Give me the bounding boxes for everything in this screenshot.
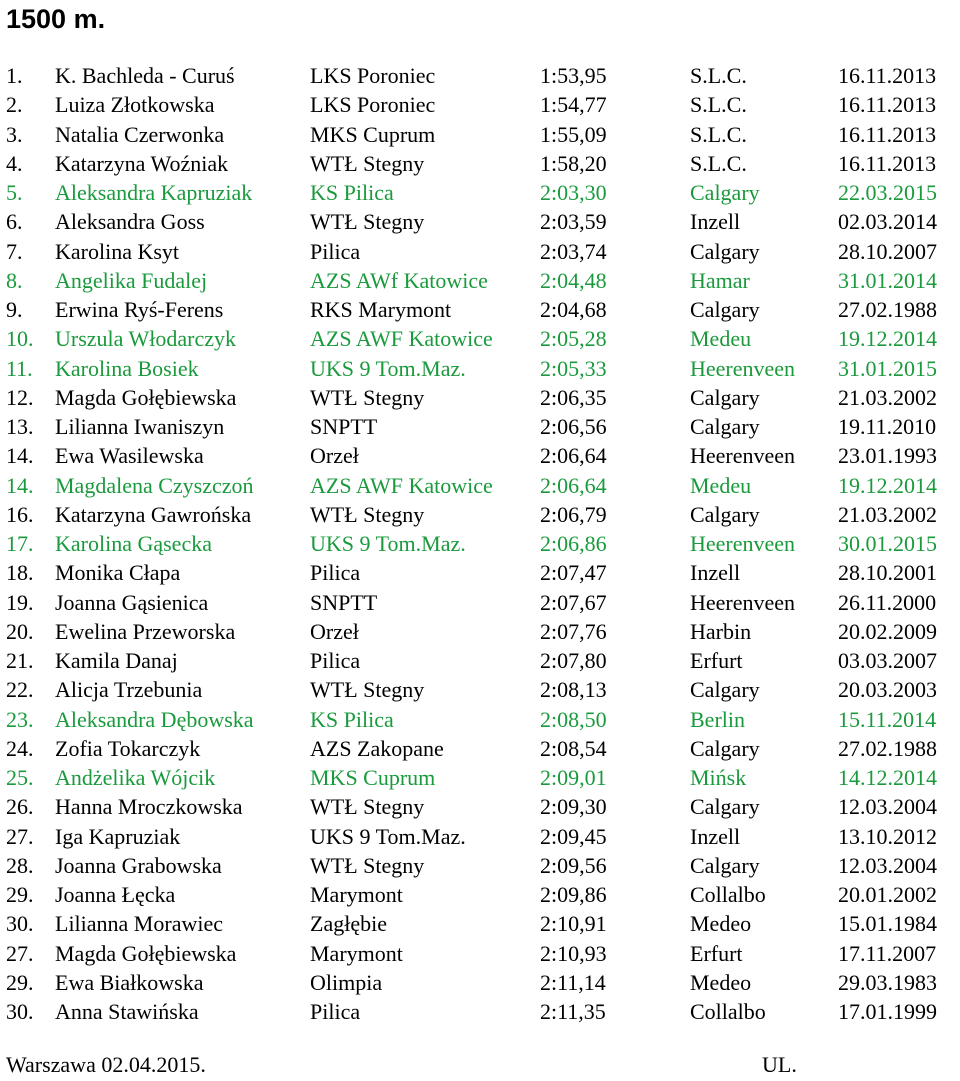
result-row [0,939,960,968]
date-cell: 29.03.1983 [838,969,937,995]
time-cell: 2:08,13 [540,677,607,703]
athlete-name-cell: Ewa Wasilewska [55,443,204,469]
venue-cell: Medeo [690,911,752,937]
rank-cell: 30. [6,999,34,1024]
club-cell: WTŁ Stegny [310,150,425,176]
venue-cell: S.L.C. [690,121,747,147]
result-row [0,763,960,792]
time-cell: 2:05,28 [540,326,607,352]
date-cell: 14.12.2014 [838,765,937,790]
date-cell: 19.12.2014 [838,472,937,498]
athlete-name-cell: Zofia Tokarczyk [55,735,201,761]
venue-cell: Heerenveen [690,355,796,381]
time-cell: 2:06,79 [540,501,607,527]
date-cell: 30.01.2015 [838,531,937,556]
club-cell: WTŁ Stegny [310,852,425,878]
venue-cell: Calgary [690,794,760,820]
date-cell: 12.03.2004 [838,794,937,820]
athlete-name-cell: Ewa Białkowska [55,969,204,995]
rank-cell: 29. [6,882,34,907]
club-cell: WTŁ Stegny [310,501,425,527]
club-cell: KS Pilica [310,706,394,732]
athlete-name-cell: Aleksandra Kapruziak [55,180,253,205]
result-row [0,822,960,851]
result-row [0,529,960,558]
rank-cell: 22. [6,677,34,703]
athlete-name-cell: Katarzyna Gawrońska [55,501,252,527]
date-cell: 28.10.2007 [838,238,937,264]
athlete-name-cell: Anna Stawińska [55,999,199,1024]
venue-cell: Medeu [690,326,752,352]
date-cell: 13.10.2012 [838,823,937,849]
venue-cell: Calgary [690,677,760,703]
result-row [0,851,960,880]
rank-cell: 4. [6,150,23,176]
date-cell: 19.11.2010 [838,414,937,439]
time-cell: 2:06,64 [540,443,607,469]
venue-cell: Collalbo [690,882,766,907]
time-cell: 2:03,74 [540,238,607,264]
rank-cell: 13. [6,414,34,439]
time-cell: 2:09,86 [540,882,607,907]
venue-cell: Heerenveen [690,443,796,469]
venue-cell: Inzell [690,823,741,849]
athlete-name-cell: Karolina Bosiek [55,355,199,381]
club-cell: AZS AWf Katowice [310,267,488,293]
footer-initials: UL. [762,1052,797,1077]
result-row [0,324,960,353]
club-cell: MKS Cuprum [310,121,436,147]
date-cell: 12.03.2004 [838,852,937,878]
club-cell: Marymont [310,940,403,966]
result-row [0,997,960,1026]
result-row [0,61,960,90]
date-cell: 17.01.1999 [838,999,937,1024]
date-cell: 16.11.2013 [838,63,937,88]
time-cell: 2:03,59 [540,209,607,235]
venue-cell: Medeu [690,472,752,498]
club-cell: SNPTT [310,589,378,615]
club-cell: Pilica [310,560,361,586]
time-cell: 2:04,68 [540,297,607,322]
result-row [0,675,960,704]
time-cell: 1:58,20 [540,150,607,176]
venue-cell: Heerenveen [690,531,796,556]
rank-cell: 24. [6,735,34,761]
athlete-name-cell: Karolina Gąsecka [55,531,212,556]
time-cell: 1:53,95 [540,63,607,88]
rank-cell: 16. [6,501,34,527]
result-row [0,441,960,470]
time-cell: 2:06,35 [540,384,607,410]
rank-cell: 12. [6,384,34,410]
rank-cell: 8. [6,267,23,293]
result-row [0,909,960,938]
club-cell: AZS Zakopane [310,735,444,761]
athlete-name-cell: Katarzyna Woźniak [55,150,229,176]
time-cell: 2:07,76 [540,618,607,644]
time-cell: 2:07,47 [540,560,607,586]
rank-cell: 30. [6,911,34,937]
rank-cell: 6. [6,209,23,235]
time-cell: 2:05,33 [540,355,607,381]
result-row [0,383,960,412]
footer [0,1050,960,1080]
club-cell: LKS Poroniec [310,92,436,118]
date-cell: 28.10.2001 [838,560,937,586]
result-row [0,646,960,675]
date-cell: 26.11.2000 [838,589,937,615]
date-cell: 27.02.1988 [838,735,937,761]
venue-cell: Calgary [690,297,760,322]
rank-cell: 9. [6,297,23,322]
rank-cell: 14. [6,443,34,469]
athlete-name-cell: Angelika Fudalej [55,267,208,293]
venue-cell: Hamar [690,267,750,293]
result-row [0,617,960,646]
venue-cell: Calgary [690,501,760,527]
rank-cell: 5. [6,180,23,205]
athlete-name-cell: Hanna Mroczkowska [55,794,243,820]
date-cell: 16.11.2013 [838,121,937,147]
time-cell: 2:11,35 [540,999,606,1024]
athlete-name-cell: Lilianna Morawiec [55,911,223,937]
venue-cell: Berlin [690,706,745,732]
venue-cell: Calgary [690,384,760,410]
time-cell: 2:11,14 [540,969,606,995]
result-row [0,880,960,909]
results-list [0,61,960,1026]
date-cell: 20.03.2003 [838,677,937,703]
result-row [0,412,960,441]
athlete-name-cell: Aleksandra Dębowska [55,706,254,732]
time-cell: 2:08,54 [540,735,607,761]
club-cell: Orzeł [310,618,359,644]
athlete-name-cell: Magdalena Czyszczoń [55,472,254,498]
venue-cell: Harbin [690,618,752,644]
venue-cell: Medeo [690,969,752,995]
result-row [0,149,960,178]
venue-cell: Collalbo [690,999,766,1024]
result-row [0,500,960,529]
rank-cell: 7. [6,238,23,264]
athlete-name-cell: Magda Gołębiewska [55,384,237,410]
time-cell: 2:09,01 [540,765,607,790]
club-cell: Pilica [310,999,361,1024]
page-title: 1500 m. [6,4,106,34]
club-cell: UKS 9 Tom.Maz. [310,355,466,381]
rank-cell: 11. [6,355,33,381]
venue-cell: Calgary [690,414,760,439]
date-cell: 31.01.2014 [838,267,937,293]
rank-cell: 1. [6,63,23,88]
date-cell: 27.02.1988 [838,297,937,322]
time-cell: 1:55,09 [540,121,607,147]
venue-cell: Calgary [690,735,760,761]
club-cell: MKS Cuprum [310,765,436,790]
date-cell: 02.03.2014 [838,209,937,235]
footer-place-date: Warszawa 02.04.2015. [6,1052,206,1077]
rank-cell: 2. [6,92,23,118]
rank-cell: 27. [6,823,34,849]
result-row [0,968,960,997]
result-row [0,588,960,617]
club-cell: SNPTT [310,414,378,439]
club-cell: KS Pilica [310,180,394,205]
time-cell: 2:04,48 [540,267,607,293]
venue-cell: Inzell [690,209,741,235]
athlete-name-cell: Andżelika Wójcik [55,765,216,790]
club-cell: Olimpia [310,969,383,995]
result-row [0,120,960,149]
venue-cell: Inzell [690,560,741,586]
athlete-name-cell: Natalia Czerwonka [55,121,225,147]
rank-cell: 27. [6,940,34,966]
result-row [0,90,960,119]
date-cell: 16.11.2013 [838,150,937,176]
club-cell: Pilica [310,648,361,673]
rank-cell: 26. [6,794,34,820]
venue-cell: Calgary [690,238,760,264]
club-cell: AZS AWF Katowice [310,472,493,498]
result-row [0,471,960,500]
date-cell: 03.03.2007 [838,648,937,673]
athlete-name-cell: Joanna Gąsienica [55,589,209,615]
date-cell: 20.01.2002 [838,882,937,907]
date-cell: 19.12.2014 [838,326,937,352]
venue-cell: S.L.C. [690,63,747,88]
rank-cell: 14. [6,472,34,498]
club-cell: UKS 9 Tom.Maz. [310,823,466,849]
rank-cell: 25. [6,765,34,790]
athlete-name-cell: Iga Kapruziak [55,823,181,849]
time-cell: 1:54,77 [540,92,607,118]
time-cell: 2:07,80 [540,648,607,673]
result-row [0,266,960,295]
result-row [0,178,960,207]
date-cell: 23.01.1993 [838,443,937,469]
date-cell: 17.11.2007 [838,940,937,966]
athlete-name-cell: Joanna Grabowska [55,852,222,878]
club-cell: LKS Poroniec [310,63,436,88]
rank-cell: 29. [6,969,34,995]
athlete-name-cell: Ewelina Przeworska [55,618,236,644]
athlete-name-cell: Luiza Złotkowska [55,92,215,118]
time-cell: 2:09,45 [540,823,607,849]
athlete-name-cell: Monika Cłapa [55,560,181,586]
result-row [0,734,960,763]
club-cell: WTŁ Stegny [310,794,425,820]
venue-cell: Erfurt [690,940,743,966]
time-cell: 2:03,30 [540,180,607,205]
time-cell: 2:09,30 [540,794,607,820]
venue-cell: Erfurt [690,648,743,673]
time-cell: 2:07,67 [540,589,607,615]
venue-cell: Mińsk [690,765,747,790]
venue-cell: S.L.C. [690,150,747,176]
athlete-name-cell: K. Bachleda - Curuś [55,63,235,88]
rank-cell: 20. [6,618,34,644]
club-cell: AZS AWF Katowice [310,326,493,352]
rank-cell: 23. [6,706,34,732]
time-cell: 2:06,56 [540,414,607,439]
athlete-name-cell: Erwina Ryś-Ferens [55,297,224,322]
date-cell: 15.01.1984 [838,911,937,937]
date-cell: 20.02.2009 [838,618,937,644]
result-row [0,237,960,266]
club-cell: RKS Marymont [310,297,452,322]
athlete-name-cell: Alicja Trzebunia [55,677,203,703]
rank-cell: 17. [6,531,34,556]
club-cell: Zagłębie [310,911,387,937]
venue-cell: S.L.C. [690,92,747,118]
date-cell: 21.03.2002 [838,501,937,527]
club-cell: Pilica [310,238,361,264]
date-cell: 22.03.2015 [838,180,937,205]
club-cell: Orzeł [310,443,359,469]
rank-cell: 28. [6,852,34,878]
club-cell: WTŁ Stegny [310,677,425,703]
venue-cell: Calgary [690,180,760,205]
club-cell: WTŁ Stegny [310,209,425,235]
venue-cell: Calgary [690,852,760,878]
venue-cell: Heerenveen [690,589,796,615]
date-cell: 16.11.2013 [838,92,937,118]
time-cell: 2:08,50 [540,706,607,732]
date-cell: 31.01.2015 [838,355,937,381]
athlete-name-cell: Kamila Danaj [55,648,178,673]
rank-cell: 10. [6,326,34,352]
result-row [0,558,960,587]
date-cell: 15.11.2014 [838,706,937,732]
date-cell: 21.03.2002 [838,384,937,410]
time-cell: 2:10,91 [540,911,607,937]
athlete-name-cell: Joanna Łęcka [55,882,176,907]
athlete-name-cell: Karolina Ksyt [55,238,180,264]
club-cell: WTŁ Stegny [310,384,425,410]
club-cell: Marymont [310,882,403,907]
result-row [0,207,960,236]
rank-cell: 19. [6,589,34,615]
rank-cell: 3. [6,121,23,147]
time-cell: 2:10,93 [540,940,607,966]
result-row [0,295,960,324]
result-row [0,705,960,734]
athlete-name-cell: Lilianna Iwaniszyn [55,414,225,439]
athlete-name-cell: Magda Gołębiewska [55,940,237,966]
time-cell: 2:06,64 [540,472,607,498]
rank-cell: 21. [6,648,34,673]
athlete-name-cell: Aleksandra Goss [55,209,205,235]
time-cell: 2:09,56 [540,852,607,878]
result-row [0,792,960,821]
rank-cell: 18. [6,560,34,586]
time-cell: 2:06,86 [540,531,607,556]
result-row [0,354,960,383]
athlete-name-cell: Urszula Włodarczyk [55,326,237,352]
club-cell: UKS 9 Tom.Maz. [310,531,466,556]
